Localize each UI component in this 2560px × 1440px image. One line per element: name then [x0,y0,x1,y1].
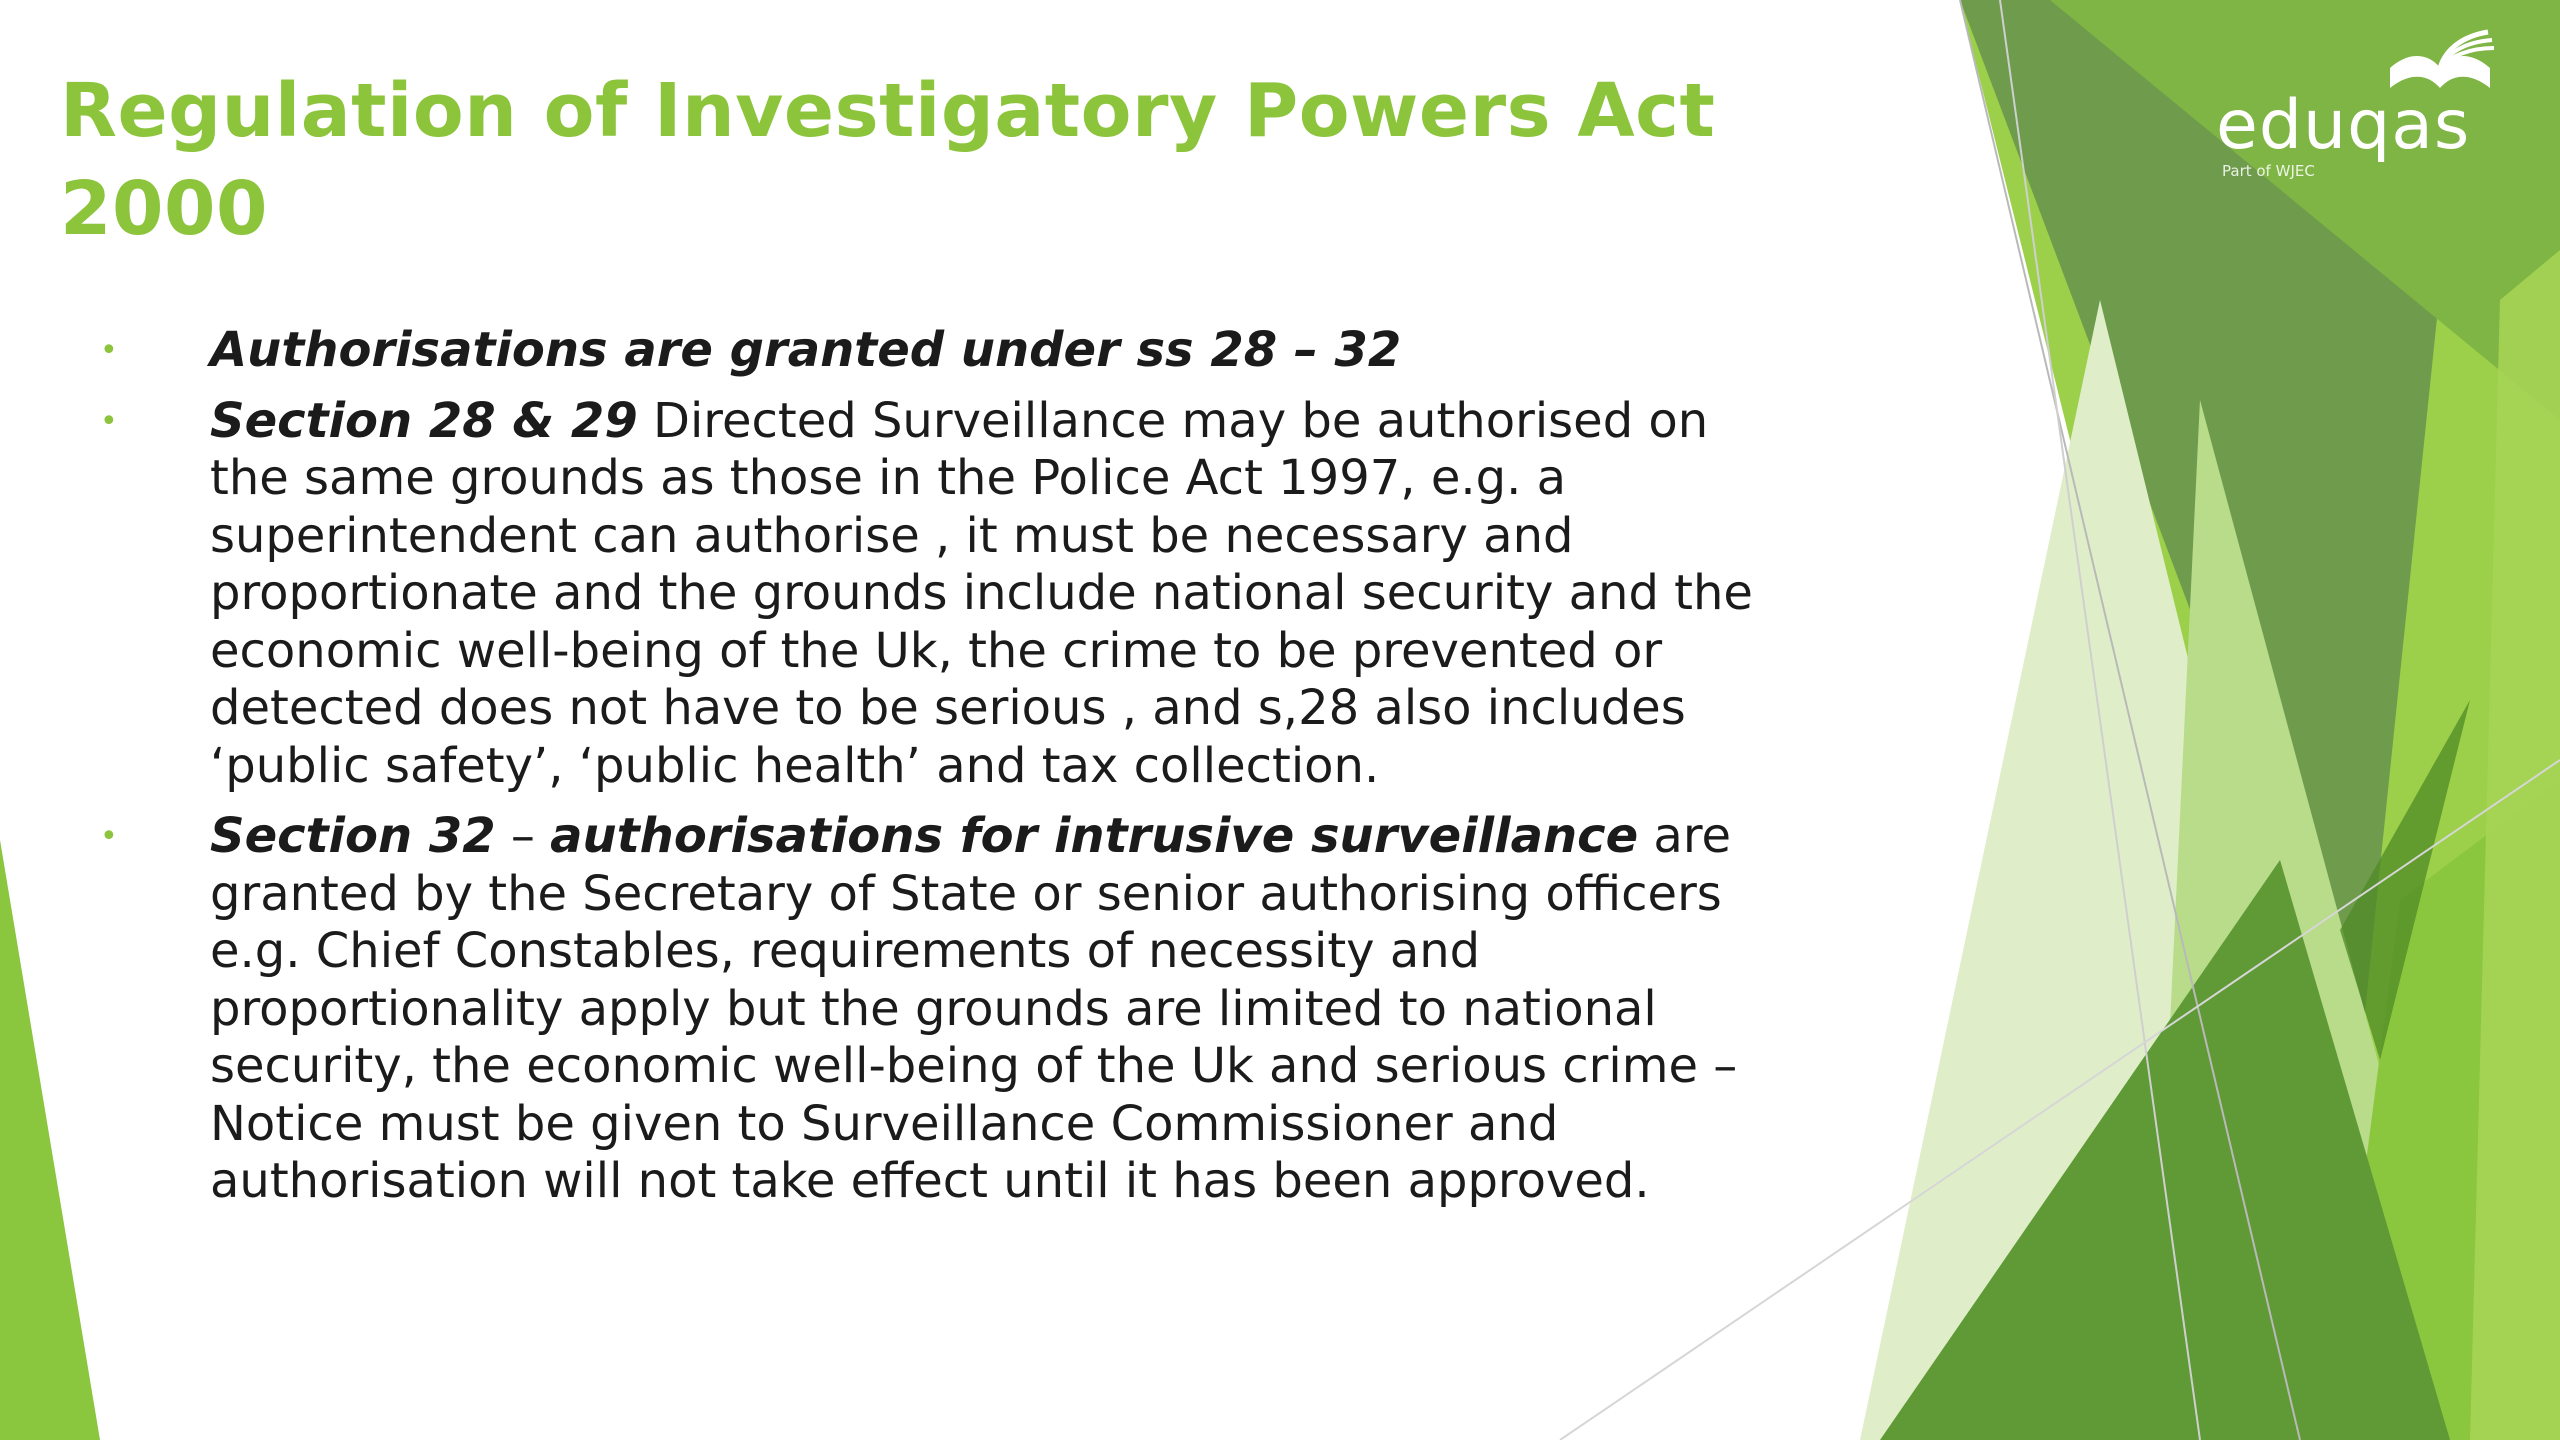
bullet-marker: • [100,333,118,368]
list-item [100,808,1800,1211]
logo-subtitle: Part of WJEC [2222,162,2315,180]
bullet-marker: • [100,403,118,439]
list-item [100,322,1800,380]
bullet-body: Directed Surveillance may be authorised on the same grounds as those in the Police Act 1997, e.g. a superintendent can authorise , it must be necessary and proportionate and the grounds include national security and the economic well-being of the Uk, the crime to be prevented or detected does not have to be serious , and s,28 also includes ‘public safety’, ‘public health’ and tax collection. [210,392,1753,794]
bullet-lead-emphasis: Authorisations are granted under ss 28 – 32 [210,322,1402,378]
eduqas-logo [2210,28,2510,188]
bullet-dash: – [495,808,551,864]
bullet-body: are granted by the Secretary of State or senior authorising officers e.g. Chief Constables, requirements of necessity and proportionality apply but the grounds are limited to national security, the economic well-being of the Uk and serious crime – Notice must be given to Surveillance Commissioner and authorisation will not take effect until it has been approved. [210,808,1738,1209]
list-item [100,393,1800,796]
slide-title: Regulation of Investigatory Powers Act 2000 [60,68,1716,252]
bullet-marker: • [100,819,118,854]
bullet-list [100,322,1800,1224]
logo-wordmark: eduqas [2216,86,2471,165]
bullet-second-emphasis: authorisations for intrusive surveillance [550,808,1639,864]
bullet-lead-emphasis: Section 28 & 29 [210,392,638,449]
bullet-lead-emphasis: Section 32 [210,808,496,864]
